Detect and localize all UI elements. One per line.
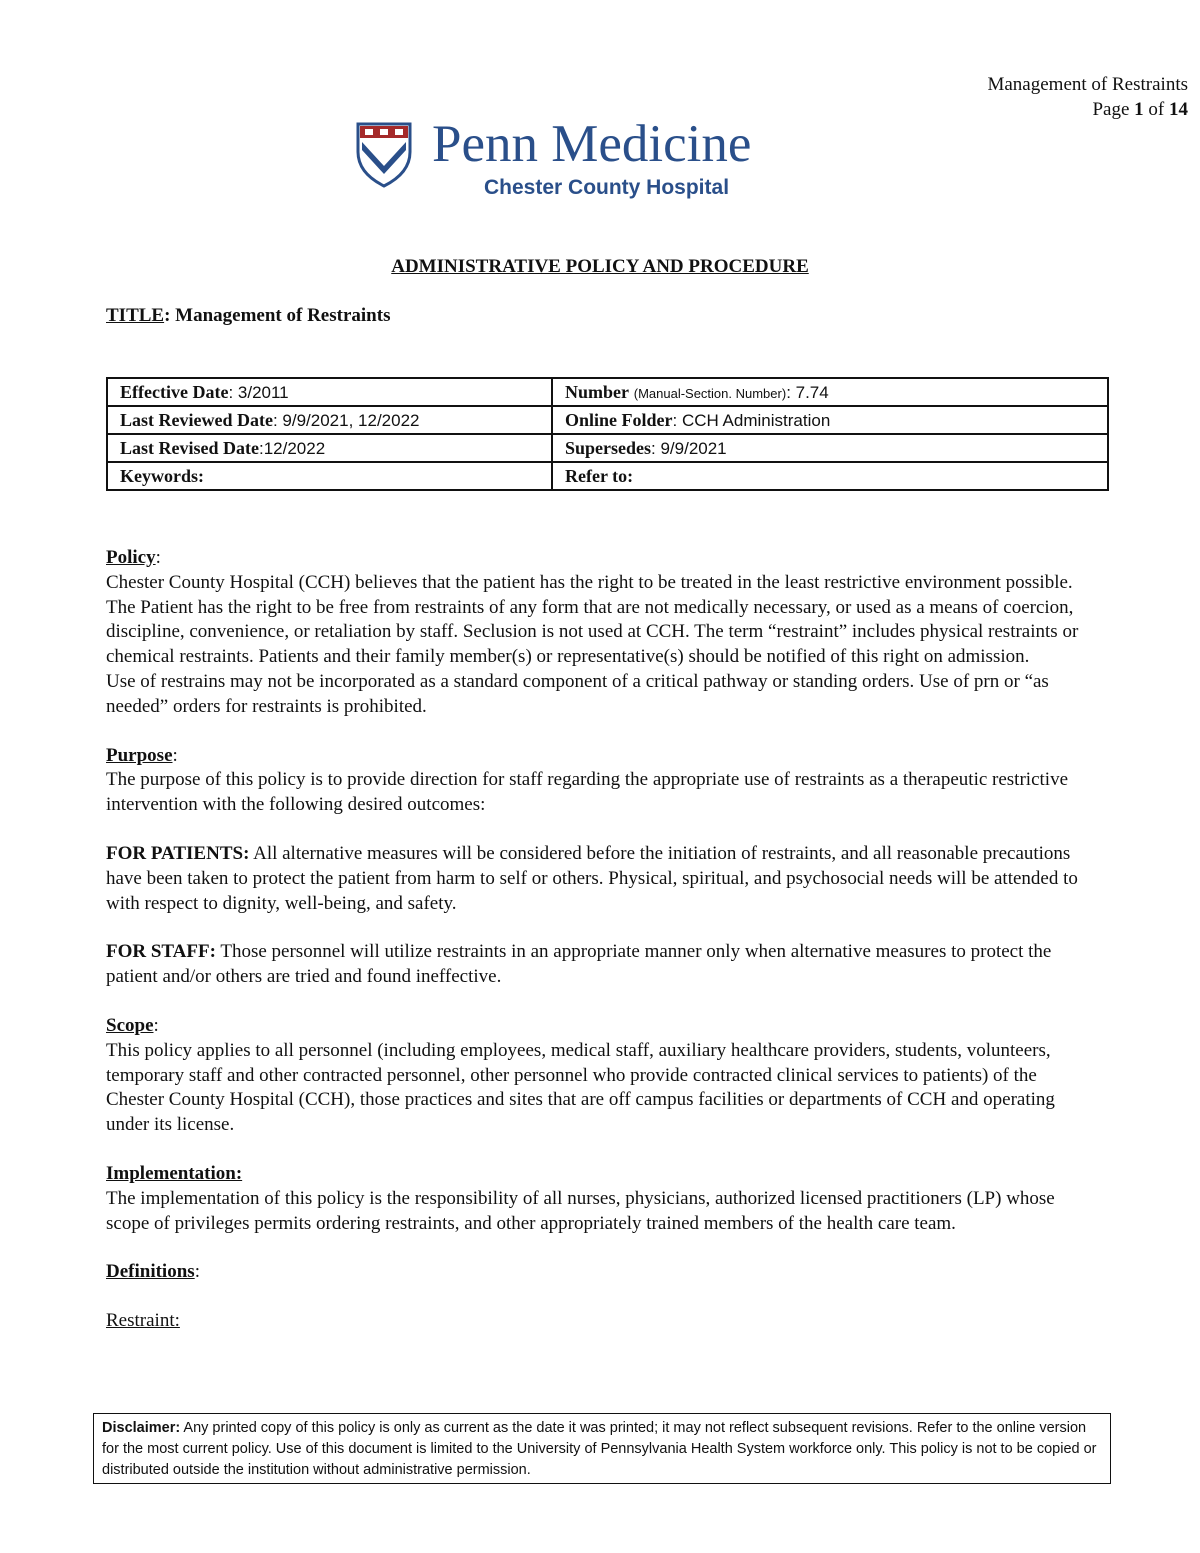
last-revised-cell [107,434,552,462]
for-patients-text: All alternative measures will be considered before the initiation of restraints, and all reasonable precautions have been taken to protect the patient from harm to self or others. Physical, spiritual, and psychosocial needs will be attended to with respect to dignity, well-being, and safety. [106,842,1078,914]
title-value: Management of Restraints [170,305,391,326]
online-folder-value: : CCH Administration [672,410,831,430]
number-hint: (Manual-Section. Number) [633,385,787,401]
effective-date-label: Effective Date [120,381,229,402]
disclaimer-box [93,1413,1111,1484]
for-staff-label: FOR STAFF: [106,941,216,963]
number-value: : 7.74 [786,382,829,402]
policy-paragraph-2: Use of restrains may not be incorporated as a standard component of a critical pathway or standing orders. Use of prn or “as needed” orders for restraints is prohibited. [106,670,1049,717]
online-folder-label: Online Folder [565,409,673,430]
last-revised-label: Last Revised Date [120,437,259,458]
table-row [107,462,1108,490]
policy-paragraph-1: Chester County Hospital (CCH) believes that the patient has the right to be treated in the least restrictive environment possible. The Patient has the right to be free from restraints of any form that are not medically necessary, or used as a means of coercion, discipline, convenience, or retaliation by staff. Seclusion is not used at CCH. The term “restraint” includes physical restraints or chemical restraints. Patients and their family member(s) or representative(s) should be notified of this right on admission. [106,571,1079,668]
scope-heading-text: Scope [106,1014,154,1036]
for-staff-paragraph [106,940,1096,990]
purpose-heading-text: Purpose [106,744,173,766]
header-doc-title: Management of Restraints [987,74,1188,95]
last-reviewed-label: Last Reviewed Date [120,409,273,430]
shield-icon [356,122,412,188]
online-folder-cell [552,406,1108,434]
disclaimer-text: Any printed copy of this policy is only as current as the date it was printed; it may not reflect subsequent revisions. Refer to the online version for the most current policy. Use of this document is limited to the University of Pennsylvania Health System workforce only. This policy is not to be copied or distributed outside the institution without administrative permission. [102,1420,1097,1478]
supersedes-cell [552,434,1108,462]
page-prefix: Page [1092,99,1130,120]
refer-to-cell [552,462,1108,490]
document-title [106,305,390,327]
document-body [106,546,1096,1334]
restraint-subheading-text: Restraint: [106,1310,180,1332]
supersedes-label: Supersedes [565,437,652,458]
page-current: 1 [1134,99,1144,120]
implementation-paragraph: The implementation of this policy is the responsibility of all nurses, physicians, authorized licensed practitioners (LP) whose scope of privileges permits ordering restraints, and other appropriately trained members of the health care team. [106,1187,1055,1234]
table-row [107,434,1108,462]
page-total: 14 [1169,99,1188,120]
number-cell [552,378,1108,406]
policy-heading-text: Policy [106,547,156,568]
running-header [987,72,1188,122]
table-row [107,378,1108,406]
number-label: Number [565,381,629,402]
penn-medicine-logo [356,115,796,210]
supersedes-value: : 9/9/2021 [651,438,727,458]
disclaimer-label: Disclaimer: [102,1420,181,1436]
implementation-heading-text: Implementation: [106,1162,243,1184]
last-reviewed-cell [107,406,552,434]
title-colon: : [164,305,171,326]
keywords-cell [107,462,552,490]
table-row [107,406,1108,434]
definitions-heading: Definitions: [106,1261,200,1283]
scope-paragraph: This policy applies to all personnel (including employees, medical staff, auxiliary healthcare providers, students, volunteers, temporary staff and other contracted personnel, other personnel who provide contracted clinical services to patients) of the Chester County Hospital (CCH), those practices and sites that are off campus facilities or departments of CCH and operating under its license. [106,1039,1055,1136]
logo-wordmark: Penn Medicine [432,115,752,173]
logo-subtitle: Chester County Hospital [484,176,730,199]
keywords-label: Keywords: [120,465,204,486]
title-label: TITLE [106,305,165,326]
last-reviewed-value: : 9/9/2021, 12/2022 [272,410,420,430]
implementation-heading [106,1162,1096,1187]
document-heading: ADMINISTRATIVE POLICY AND PROCEDURE [391,256,809,277]
for-staff-text: Those personnel will utilize restraints in an appropriate manner only when alternative measures to protect the patient and/or others are tried and found ineffective. [106,941,1052,988]
policy-heading: Policy: [106,547,161,568]
purpose-heading: Purpose: [106,744,178,766]
effective-date-value: : 3/2011 [228,382,289,402]
restraint-subheading [106,1309,1096,1334]
refer-to-label: Refer to: [565,465,634,486]
page-number [987,97,1188,122]
for-patients-paragraph [106,842,1096,916]
policy-metadata-table [106,377,1109,491]
effective-date-cell [107,378,552,406]
purpose-paragraph: The purpose of this policy is to provide direction for staff regarding the appropriate use of restraints as a therapeutic restrictive intervention with the following desired outcomes: [106,769,1068,816]
last-revised-value: :12/2022 [258,438,326,458]
for-patients-label: FOR PATIENTS: [106,842,250,864]
definitions-heading-text: Definitions [106,1261,195,1283]
page-of: of [1148,99,1165,120]
scope-heading: Scope: [106,1014,159,1036]
